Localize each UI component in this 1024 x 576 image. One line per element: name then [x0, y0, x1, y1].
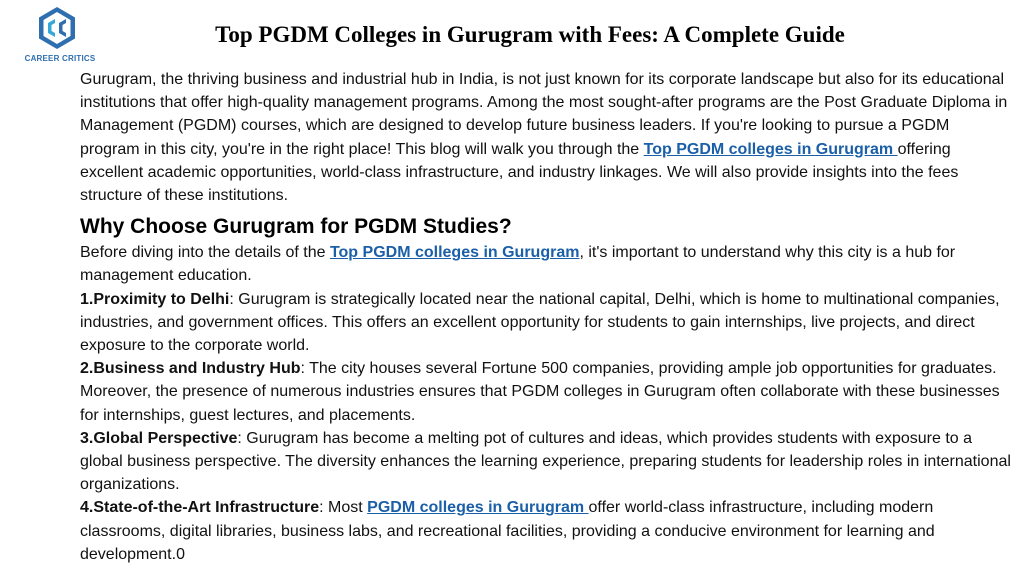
point-text-1: : Most	[319, 499, 368, 517]
point-business-and-industry-hub	[80, 357, 1012, 427]
point-label: 4.State-of-the-Art Infrastructure	[80, 499, 320, 517]
point-global-perspective	[80, 427, 1012, 497]
point-text: : The city houses several Fortune 500 companies, providing ample job opportunities for graduates. Moreover, the presence of numerous industries ensures that PGDM colleges in Gurugram often collaborate with these businesses for internships, guest lectures, and placements.	[80, 360, 1000, 424]
intro-paragraph	[80, 68, 1012, 207]
point-proximity-to-delhi	[80, 288, 1012, 358]
point-text-2: offer world-class infrastructure, including modern classrooms, digital libraries, business labs, and recreational facilities, providing a conducive environment for learning and development.0	[80, 499, 935, 563]
top-pgdm-colleges-link-2[interactable]: Top PGDM colleges in Gurugram	[329, 244, 580, 262]
career-critics-logo-icon	[36, 6, 78, 50]
brand-name: CAREER CRITICS	[24, 54, 96, 63]
article-body	[80, 68, 1012, 566]
career-critics-logo[interactable]	[18, 6, 102, 68]
pgdm-colleges-link[interactable]: PGDM colleges in Gurugram	[367, 499, 589, 517]
point-label: 2.Business and Industry Hub	[80, 360, 301, 378]
lead-text-1: Before diving into the details of the	[80, 244, 330, 262]
section-lead-paragraph	[80, 241, 1012, 287]
intro-text-2: offering excellent academic opportunities, world-class infrastructure, and industry linkages. We will also provide insights into the fees structure of these institutions.	[80, 140, 959, 205]
section-heading: Why Choose Gurugram for PGDM Studies?	[80, 215, 512, 239]
intro-text-1: Gurugram, the thriving business and industrial hub in India, is not just known for its corporate landscape but also for its educational institutions that offer high-quality management programs. Among the most sought-after programs are the Post Graduate Diploma in Management (PGDM) courses, which are designed to develop future business leaders. If you're looking to pursue a PGDM program in this city, you're in the right place! This blog will walk you through the	[80, 71, 1008, 158]
page-title: Top PGDM Colleges in Gurugram with Fees: A Complete Guide	[215, 22, 845, 47]
lead-text-2: , it's important to understand why this city is a hub for management education.	[80, 244, 956, 285]
point-text: : Gurugram has become a melting pot of cultures and ideas, which provides students with exposure to a global business perspective. The diversity enhances the learning experience, preparing students for leadership roles in international organizations.	[80, 429, 1011, 494]
point-label: 3.Global Perspective	[80, 429, 238, 447]
point-text: : Gurugram is strategically located near the national capital, Delhi, which is home to multinational companies, industries, and government offices. This offers an excellent opportunity for students to gain internships, live projects, and direct exposure to the corporate world.	[80, 290, 1000, 355]
point-label: 1.Proximity to Delhi	[80, 290, 230, 308]
point-state-of-the-art-infrastructure	[80, 496, 1012, 566]
top-pgdm-colleges-link[interactable]: Top PGDM colleges in Gurugram	[643, 140, 898, 158]
